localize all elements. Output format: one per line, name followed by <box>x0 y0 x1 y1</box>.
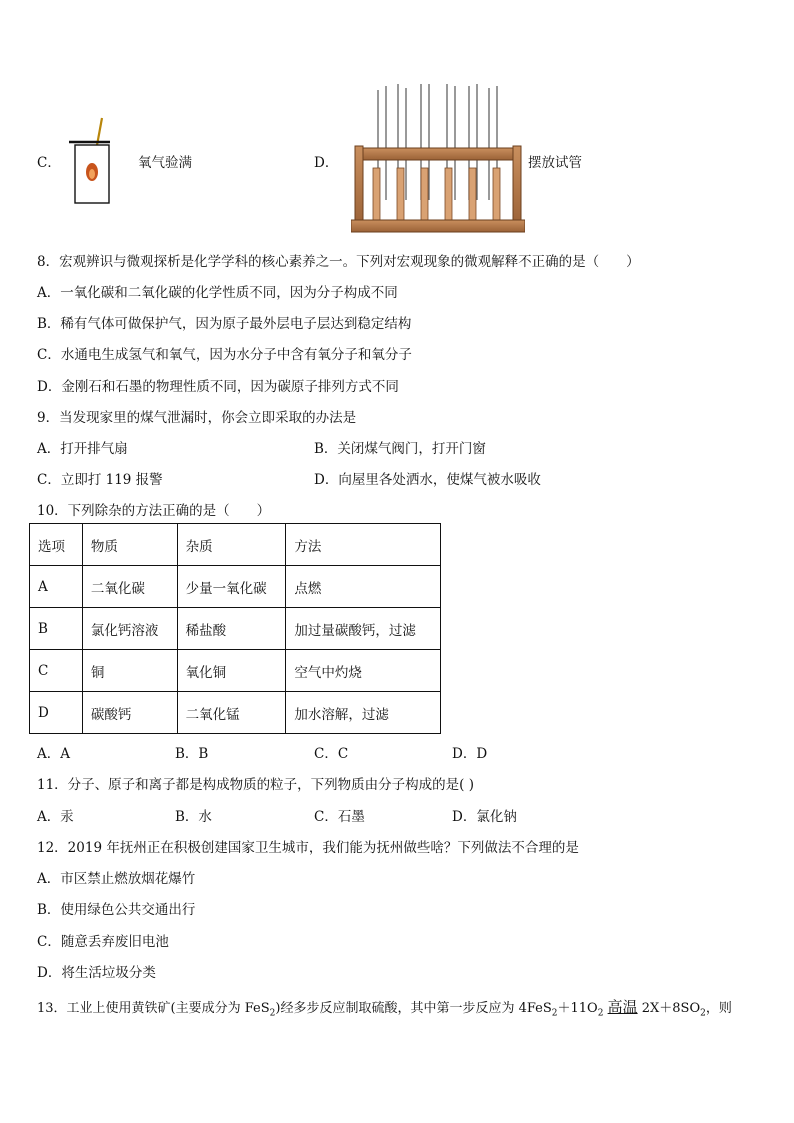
q11-option-b: B．水 <box>175 809 212 825</box>
table-cell: 少量一氧化碳 <box>177 566 286 608</box>
q13-sub: 2 <box>700 1008 706 1019</box>
q12-stem: 12．2019 年抚州正在积极创建国家卫生城市，我们能为抚州做些啥？下列做法不合理的是 <box>37 840 579 856</box>
q13-sub: 2 <box>551 1008 558 1019</box>
table-cell: 点燃 <box>286 566 441 608</box>
table-row <box>30 566 441 608</box>
table-header-cell: 物质 <box>82 524 177 566</box>
table-header-cell: 方法 <box>286 524 441 566</box>
q13-stem-part-a: 13．工业上使用黄铁矿(主要成分为 FeS <box>37 1001 270 1016</box>
q11-stem: 11．分子、原子和离子都是构成物质的粒子，下列物质由分子构成的是( ) <box>37 777 475 793</box>
q13-stem-part-e: ，则 <box>705 1001 732 1016</box>
table-row <box>30 692 441 734</box>
q7-option-c-caption: 氧气验满 <box>138 155 192 171</box>
table-cell: 氧化铜 <box>177 650 286 692</box>
table-cell: 铜 <box>82 650 177 692</box>
q11-option-d: D．氯化钠 <box>452 809 517 825</box>
q13-stem-part-d: 2X＋8SO <box>641 1001 701 1016</box>
q12-option-b: B．使用绿色公共交通出行 <box>37 902 196 918</box>
q8-option-d: D．金刚石和石墨的物理性质不同，因为碳原子排列方式不同 <box>37 379 399 395</box>
q7-option-c-label: C． <box>37 155 61 171</box>
gas-collection-bottle-image <box>66 115 116 207</box>
q13-sub: 2 <box>269 1008 276 1019</box>
q13-sub: 2 <box>597 1008 604 1019</box>
q7-option-d-label: D． <box>314 155 339 171</box>
table-cell: C <box>30 650 83 692</box>
q10-stem: 10．下列除杂的方法正确的是（ ） <box>37 503 271 519</box>
q13-stem-part-b: )经多步反应制取硫酸，其中第一步反应为 4FeS <box>275 1001 552 1016</box>
table-cell: A <box>30 566 83 608</box>
table-header-row <box>30 524 441 566</box>
q12-option-c: C．随意丢弃废旧电池 <box>37 934 169 950</box>
q10-option-b: B．B <box>175 746 209 762</box>
table-cell: 空气中灼烧 <box>286 650 441 692</box>
q7-option-d-caption: 摆放试管 <box>528 155 582 171</box>
table-cell: 加过量碳酸钙，过滤 <box>286 608 441 650</box>
q13-stem-part-c: ＋11O <box>557 1001 598 1016</box>
table-cell: B <box>30 608 83 650</box>
q11-option-c: C．石墨 <box>314 809 365 825</box>
table-cell: 二氧化锰 <box>177 692 286 734</box>
q13-stem <box>37 996 732 1019</box>
q11-option-a: A．汞 <box>37 809 74 825</box>
table-cell: 加水溶解，过滤 <box>286 692 441 734</box>
q9-option-d: D．向屋里各处洒水，使煤气被水吸收 <box>314 472 541 488</box>
table-cell: 稀盐酸 <box>177 608 286 650</box>
test-tube-rack-image <box>351 80 525 234</box>
q8-option-c: C．水通电生成氢气和氧气，因为水分子中含有氧分子和氧分子 <box>37 347 412 363</box>
q10-option-d: D．D <box>452 746 488 762</box>
table-cell: 碳酸钙 <box>82 692 177 734</box>
table-cell: D <box>30 692 83 734</box>
q10-option-c: C．C <box>314 746 349 762</box>
q9-stem: 9．当发现家里的煤气泄漏时，你会立即采取的办法是 <box>37 410 357 426</box>
table-row <box>30 608 441 650</box>
table-header-cell: 杂质 <box>177 524 286 566</box>
q8-stem: 8．宏观辨识与微观探析是化学学科的核心素养之一。下列对宏观现象的微观解释不正确的是（ ） <box>37 254 640 270</box>
table-cell: 二氧化碳 <box>82 566 177 608</box>
table-row <box>30 650 441 692</box>
q13-reaction-condition: 高温 <box>607 998 638 1016</box>
q9-option-b: B．关闭煤气阀门，打开门窗 <box>314 441 486 457</box>
q8-option-a: A．一氧化碳和二氧化碳的化学性质不同，因为分子构成不同 <box>37 285 398 301</box>
q8-option-b: B．稀有气体可做保护气，因为原子最外层电子层达到稳定结构 <box>37 316 412 332</box>
q9-option-a: A．打开排气扇 <box>37 441 128 457</box>
table-cell: 氯化钙溶液 <box>82 608 177 650</box>
q12-option-d: D．将生活垃圾分类 <box>37 965 156 981</box>
table-header-cell: 选项 <box>30 524 83 566</box>
q10-option-a: A．A <box>37 746 70 762</box>
q12-option-a: A．市区禁止燃放烟花爆竹 <box>37 871 196 887</box>
q9-option-c: C．立即打 119 报警 <box>37 472 163 488</box>
q10-table <box>29 523 441 734</box>
